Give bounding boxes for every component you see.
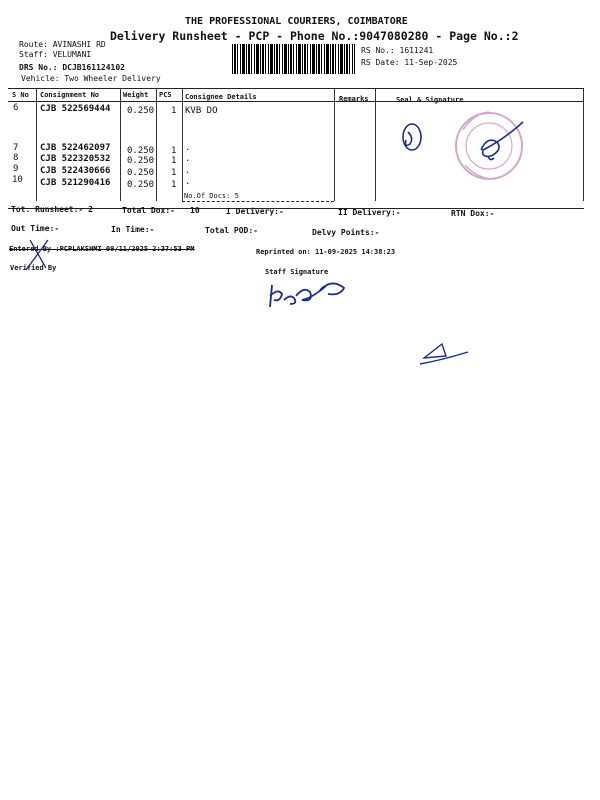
row-sno: 6 xyxy=(13,103,19,113)
in-time: In Time:- xyxy=(111,225,155,234)
total-dox-label: Total Dox:- xyxy=(122,206,175,215)
row-weight: 0.250 xyxy=(127,146,155,156)
total-pod: Total POD:- xyxy=(205,226,258,235)
delvy-points: Delvy Points:- xyxy=(312,228,380,237)
row-sno: 7 xyxy=(13,143,19,153)
ii-delivery: II Delivery:- xyxy=(338,208,401,217)
drs-number: DRS No.: DCJB161124102 xyxy=(19,63,125,72)
pen-mark xyxy=(420,344,468,364)
row-sno: 10 xyxy=(12,175,23,185)
row-pcs: 1 xyxy=(171,106,177,116)
row-consignee: KVB DO xyxy=(185,106,218,116)
row-weight: 0.250 xyxy=(127,106,155,116)
rtn-dox: RTN Dox:- xyxy=(451,209,495,218)
row-pcs: 1 xyxy=(171,156,177,166)
row-pcs: 1 xyxy=(171,168,177,178)
col-header-consignee: Consignee Details xyxy=(185,93,257,101)
no-of-docs: No.Of Docs: 5 xyxy=(184,192,239,200)
row-consignee: . xyxy=(185,177,191,187)
row-consignee: . xyxy=(185,154,191,164)
rs-date: RS Date: 11-Sep-2025 xyxy=(361,58,458,67)
row-consignment-no: CJB 521290416 xyxy=(40,178,111,188)
col-header-pcs: PCS xyxy=(159,91,172,99)
staff-signature-label: Staff Signature xyxy=(265,268,329,276)
row-consignment-no: CJB 522462097 xyxy=(40,143,111,153)
row-weight: 0.250 xyxy=(127,156,155,166)
total-dox-value: 10 xyxy=(190,206,200,215)
runsheet-title: Delivery Runsheet - PCP - Phone No.:9047080280 - Page No.:2 xyxy=(110,29,519,43)
out-time: Out Time:- xyxy=(11,224,60,233)
col-header-sno: S No xyxy=(12,91,29,99)
seal-signature xyxy=(403,122,523,160)
row-weight: 0.250 xyxy=(127,180,155,190)
entered-by: Entered By :PCPLAKSHMI 09/11/2025 2:37:53 PM xyxy=(9,245,195,253)
staff-label: Staff: VELUMANI xyxy=(19,50,92,59)
row-weight: 0.250 xyxy=(127,168,155,178)
col-header-seal: Seal & Signature xyxy=(396,96,464,104)
row-consignee: . xyxy=(185,143,191,153)
row-sno: 9 xyxy=(13,164,19,174)
staff-signature-scribble xyxy=(270,283,344,307)
i-delivery: I Delivery:- xyxy=(226,207,284,216)
route-label: Route: AVINASHI RD xyxy=(19,40,106,49)
verified-by: Verified By xyxy=(10,264,57,272)
col-header-weight: Weight xyxy=(123,91,149,99)
total-runsheet: Tot. Runsheet:- 2 xyxy=(11,205,93,214)
row-pcs: 1 xyxy=(171,180,177,190)
row-pcs: 1 xyxy=(171,146,177,156)
seal-stamp xyxy=(456,112,522,179)
reprinted-on: Reprinted on: 11-09-2025 14:38:23 xyxy=(256,248,396,256)
row-consignment-no: CJB 522320532 xyxy=(40,154,111,164)
row-consignment-no: CJB 522569444 xyxy=(40,104,111,114)
col-header-consignment: Consignment No xyxy=(40,91,100,99)
row-sno: 8 xyxy=(13,153,19,163)
vehicle-label: Vehicle: Two Wheeler Delivery xyxy=(21,74,161,83)
row-consignee: . xyxy=(185,166,191,176)
rs-number: RS No.: 1611241 xyxy=(361,46,434,55)
row-consignment-no: CJB 522430666 xyxy=(40,166,111,176)
col-header-remarks: Remarks xyxy=(339,95,369,103)
company-title: THE PROFESSIONAL COURIERS, COIMBATORE xyxy=(185,16,408,27)
